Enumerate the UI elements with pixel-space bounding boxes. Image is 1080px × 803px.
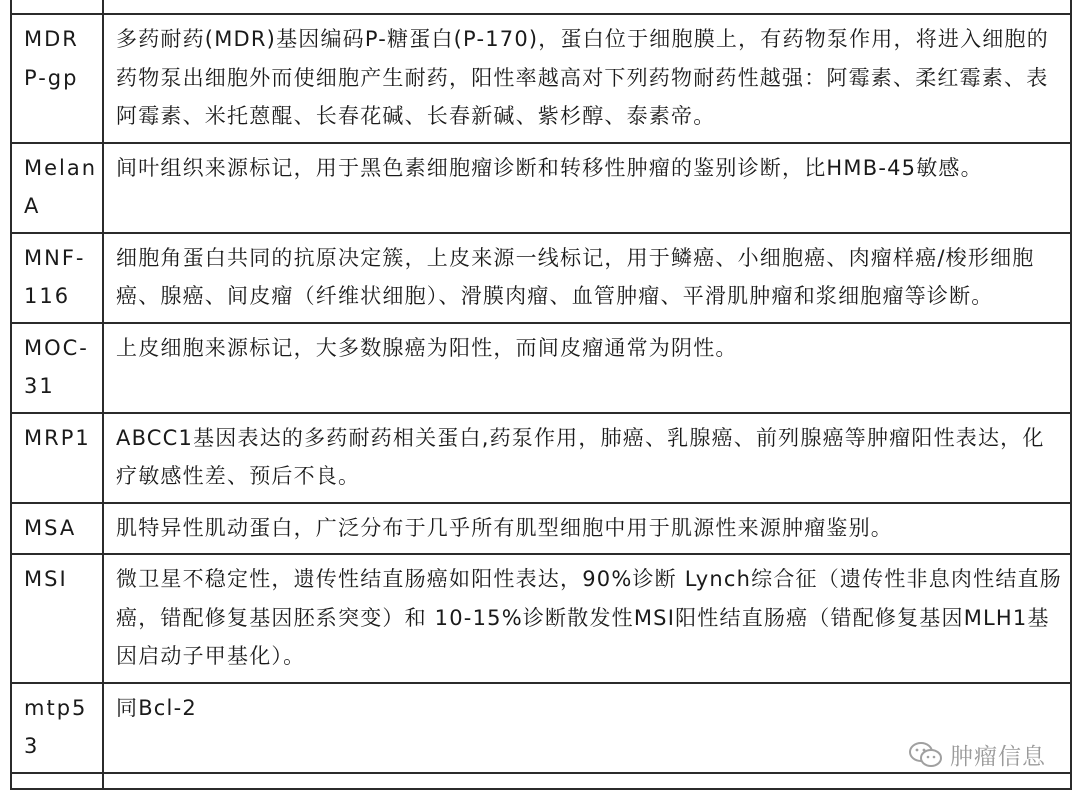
term-cell	[11, 773, 103, 789]
table-row	[11, 323, 1071, 413]
description-cell: 间叶组织来源标记，用于黑色素细胞瘤诊断和转移性肿瘤的鉴别诊断，比HMB-45敏感。	[103, 143, 1071, 233]
term-cell: MNF-116	[11, 233, 103, 323]
table-row	[11, 554, 1071, 683]
term-cell	[11, 0, 103, 14]
term-cell: MSA	[11, 503, 103, 555]
watermark	[908, 738, 1046, 771]
description-cell: 上皮细胞来源标记，大多数腺癌为阳性，而间皮瘤通常为阴性。	[103, 323, 1071, 413]
description-cell	[103, 773, 1071, 789]
description-cell: ABCC1基因表达的多药耐药相关蛋白,药泵作用，肺癌、乳腺癌、前列腺癌等肿瘤阳性表达，化疗敏感性差、预后不良。	[103, 413, 1071, 503]
description-cell: 多药耐药(MDR)基因编码P-糖蛋白(P-170)，蛋白位于细胞膜上，有药物泵作用，将进入细胞的药物泵出细胞外而使细胞产生耐药，阳性率越高对下列药物耐药性越强：阿霉素、柔红霉素、表阿霉素、米托蒽醌、长春花碱、长春新碱、紫杉醇、泰素帝。	[103, 14, 1071, 143]
table-row	[11, 413, 1071, 503]
table-row	[11, 503, 1071, 555]
term-cell: MRP1	[11, 413, 103, 503]
document-sheet	[10, 0, 1078, 803]
description-cell: 肌特异性肌动蛋白，广泛分布于几乎所有肌型细胞中用于肌源性来源肿瘤鉴别。	[103, 503, 1071, 555]
term-cell: MSI	[11, 554, 103, 683]
term-cell: Melan A	[11, 143, 103, 233]
table-row-cut-bottom	[11, 773, 1071, 789]
marker-table	[10, 0, 1072, 790]
wechat-icon	[908, 741, 944, 769]
description-cell: 同Bcl-2	[103, 683, 1071, 773]
watermark-text: 肿瘤信息	[950, 744, 1046, 770]
term-cell: mtp53	[11, 683, 103, 773]
table-row	[11, 233, 1071, 323]
term-cell: MOC-31	[11, 323, 103, 413]
description-cell: 细胞角蛋白共同的抗原决定簇，上皮来源一线标记，用于鳞癌、小细胞癌、肉瘤样癌/梭形细胞癌、腺癌、间皮瘤（纤维状细胞）、滑膜肉瘤、血管肿瘤、平滑肌肿瘤和浆细胞瘤等诊断。	[103, 233, 1071, 323]
table-row-cut-top	[11, 0, 1071, 14]
table-row	[11, 14, 1071, 143]
description-cell	[103, 0, 1071, 14]
term-cell: MDR P-gp	[11, 14, 103, 143]
table-row	[11, 143, 1071, 233]
description-cell: 微卫星不稳定性，遗传性结直肠癌如阳性表达，90%诊断 Lynch综合征（遗传性非息肉性结直肠癌，错配修复基因胚系突变）和 10-15%诊断散发性MSI阳性结直肠癌（错配修复基因MLH1基因启动子甲基化）。	[103, 554, 1071, 683]
